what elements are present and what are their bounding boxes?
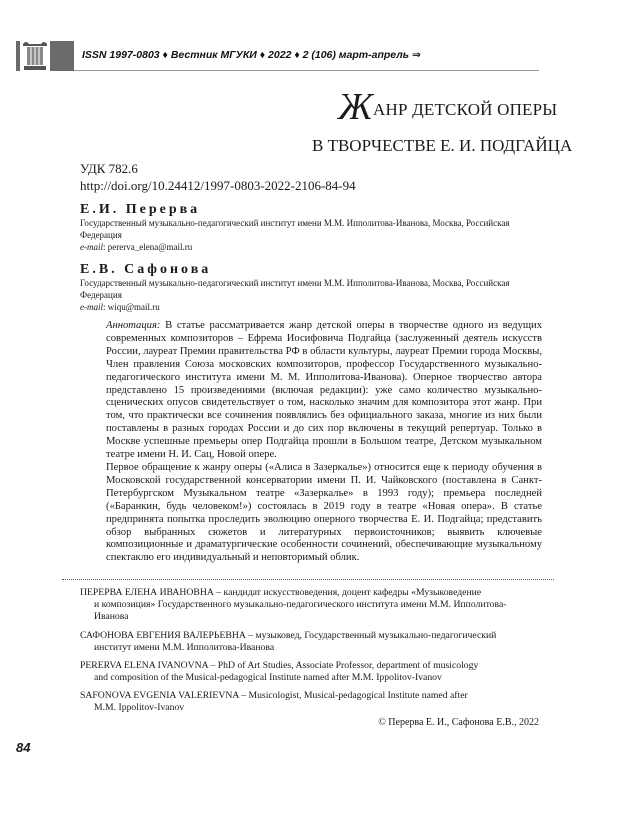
article-title-line1 — [338, 88, 557, 126]
bio-rest: M.M. Ippolitov-Ivanov — [94, 702, 185, 714]
abstract-para-1 — [106, 320, 542, 462]
udk-block — [80, 160, 356, 194]
email-label: e-mail — [80, 242, 103, 252]
abstract-label: Аннотация: — [106, 320, 161, 331]
title-initial: Ж — [338, 86, 374, 128]
header-divider — [74, 70, 539, 71]
bio-first-line: SAFONOVA EVGENIA VALERIEVNA – Musicologist, Musical-pedagogical Institute named after — [80, 690, 468, 701]
page-number: 84 — [16, 740, 31, 755]
affiliation-text: Государственный музыкально-педагогический институт имени М.М. Ипполитова-Иванова, Москва, Российская Федерация — [80, 218, 510, 240]
email-label: e-mail — [80, 302, 103, 312]
bio-entry — [80, 587, 538, 624]
author-name: Е.В. Сафонова — [80, 262, 212, 277]
bio-first-line: ПЕРЕРВА ЕЛЕНА ИВАНОВНА – кандидат искусствоведения, доцент кафедры «Музыковедение — [80, 587, 482, 598]
bio-entry — [80, 690, 538, 714]
bio-first-line: PERERVA ELENA IVANOVNA – PhD of Art Studies, Associate Professor, department of musicology — [80, 660, 479, 671]
email-value: : wiqu@mail.ru — [103, 302, 160, 312]
doi-link[interactable]: http://doi.org/10.24412/1997-0803-2022-2106-84-94 — [80, 178, 356, 193]
bio-rest: институт имени М.М. Ипполитова-Иванова — [94, 642, 275, 654]
author-email[interactable] — [80, 241, 542, 253]
bio-entry — [80, 630, 538, 654]
copyright: © Перерва Е. И., Сафонова Е.В., 2022 — [378, 717, 539, 728]
udk-code: УДК 782.6 — [80, 161, 138, 176]
author-affiliation — [80, 217, 542, 253]
title-line1-rest: АНР ДЕТСКОЙ ОПЕРЫ — [373, 100, 558, 119]
bio-rest: and composition of the Musical-pedagogical Institute named after M.M. Ippolitov-Ivanov — [94, 672, 442, 684]
abstract-para-2: Первое обращение к жанру оперы («Алиса в Зазеркалье») относится еще к периоду обучения в Московской государственной консерватории имени П. И. Чайковского (поставлена в Санкт-Петербургском Музыкальном театре «Зазеркалье» в 1993 году); премьера последней («Баранкин, будь человеком!») состоялась в 2019 году в театре «Новая опера». В статье предпринята попытка проследить эволюцию оперного творчества Е. И. Подгайца; представить обзор выбранных сюжетов и литературных первоисточников; выявить ключевые композиционные и драматургические особенности сочинений, обеспечивающие музыкальному спектаклю его индивидуальный и неповторимый облик. — [106, 461, 542, 564]
abstract-text-1: В статье рассматривается жанр детской оперы в творчестве одного из ведущих современных композиторов – Ефрема Иосифовича Подгайца (заслуженный деятель искусств России, лауреат Премии правительства РФ в области культуры, лауреат Премии города Москвы, Член правления Союза московских композиторов, профессор Государственного музыкально-педагогического института имени М. М. Ипполитова-Иванова). Оперное творчество автора представлено 15 произведениями (включая редакции): уже само количество музыкально-сценических опусов свидетельствует о том, насколько значим для композитора этот жанр. При том, что практически все сочинения появлялись без официального заказа, многие из них были поставлены в разных городах России и до сих пор включены в текущий репертуар. Только в Москве успешные премьеры опер Подгайца прошли в Большом театре, Детском музыкальном театре имени Н. И. Сац, Новой опере. — [106, 320, 542, 461]
article-title-line2: В ТВОРЧЕСТВЕ Е. И. ПОДГАЙЦА — [312, 136, 573, 155]
abstract — [106, 320, 542, 565]
author-name: Е.И. Перерва — [80, 202, 201, 217]
column-logo-icon — [20, 38, 50, 72]
journal-header: ISSN 1997-0803 ♦ Вестник МГУКИ ♦ 2022 ♦ 2 (106) март-апрель ⇒ — [82, 49, 421, 61]
bio-rest: и композиция» Государственного музыкально-педагогического института имени М.М. Ипполитова-Иванова — [94, 599, 507, 623]
bio-entry — [80, 660, 538, 684]
bio-first-line: САФОНОВА ЕВГЕНИЯ ВАЛЕРЬЕВНА – музыковед, Государственный музыкально-педагогический — [80, 630, 497, 641]
affiliation-text: Государственный музыкально-педагогический институт имени М.М. Ипполитова-Иванова, Москва, Российская Федерация — [80, 278, 510, 300]
author-affiliation — [80, 277, 542, 313]
dotted-divider — [62, 579, 554, 580]
email-value: : pererva_elena@mail.ru — [103, 242, 193, 252]
author-email[interactable] — [80, 301, 542, 313]
